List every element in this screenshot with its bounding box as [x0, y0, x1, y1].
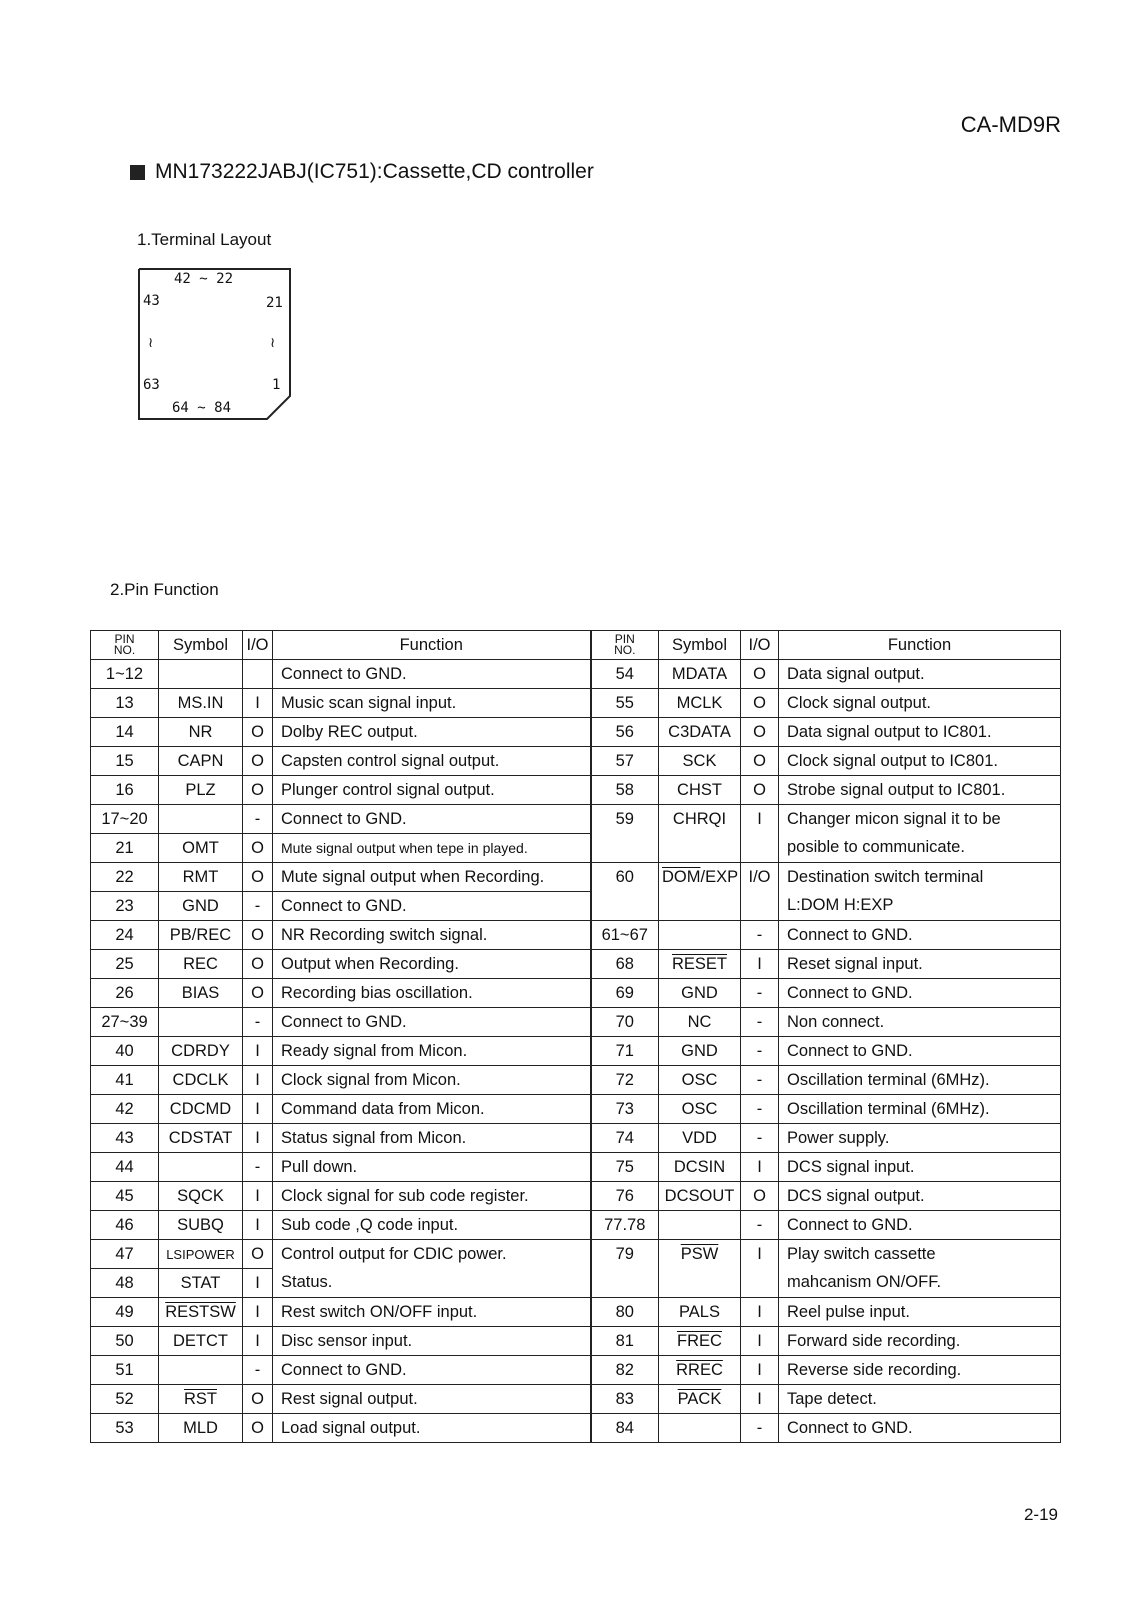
pin-number: 40 [91, 1037, 159, 1066]
pin-symbol: VDD [659, 1124, 741, 1153]
layout-label-right-top: 21 [266, 295, 283, 311]
pin-symbol [159, 805, 243, 834]
pin-io: - [741, 1095, 779, 1124]
table-row [91, 689, 1061, 718]
pin-symbol: $\overline{RST}$ [159, 1385, 243, 1414]
pin-number: 81 [591, 1327, 659, 1356]
table-row [91, 776, 1061, 805]
pin-number: 22 [91, 863, 159, 892]
pin-number: 80 [591, 1298, 659, 1327]
pin-io: O [741, 747, 779, 776]
bullet-square-icon [130, 165, 145, 180]
header-function-right: Function [779, 631, 1061, 660]
pin-number [591, 834, 659, 863]
pin-symbol [659, 1269, 741, 1298]
pin-function: Connect to GND. [273, 660, 591, 689]
section-terminal-layout: 1.Terminal Layout [137, 230, 272, 249]
pin-function: Plunger control signal output. [273, 776, 591, 805]
pin-io: I [243, 1269, 273, 1298]
pin-symbol: FREC [659, 1327, 741, 1356]
pin-function: DCS signal output. [779, 1182, 1061, 1211]
pin-symbol: SCK [659, 747, 741, 776]
pin-number: 13 [91, 689, 159, 718]
table-row [91, 1240, 1061, 1269]
header-io-right: I/O [741, 631, 779, 660]
pin-number: 57 [591, 747, 659, 776]
pin-io: O [741, 776, 779, 805]
pin-number: 15 [91, 747, 159, 776]
pin-io: I [243, 1124, 273, 1153]
pin-function: Connect to GND. [273, 892, 591, 921]
table-row [91, 1066, 1061, 1095]
pin-function: L:DOM H:EXP [779, 892, 1061, 921]
pin-function: Clock signal for sub code register. [273, 1182, 591, 1211]
pin-number: 1~12 [91, 660, 159, 689]
table-row [91, 921, 1061, 950]
pin-io: - [243, 1153, 273, 1182]
table-row [91, 1298, 1061, 1327]
table-header-row [91, 631, 1061, 660]
pin-number: 59 [591, 805, 659, 834]
pin-io: I [741, 1356, 779, 1385]
pin-number: 17~20 [91, 805, 159, 834]
pin-io: O [243, 950, 273, 979]
pin-io: I [741, 1298, 779, 1327]
pin-symbol: CDSTAT [159, 1124, 243, 1153]
pin-function: Command data from Micon. [273, 1095, 591, 1124]
table-row [91, 1385, 1061, 1414]
pin-function: Forward side recording. [779, 1327, 1061, 1356]
pin-number [591, 892, 659, 921]
pin-symbol: C3DATA [659, 718, 741, 747]
header-pin-top: PIN [114, 632, 135, 646]
pin-io: - [741, 1008, 779, 1037]
pin-function-table [90, 630, 1061, 1443]
pin-function: Power supply. [779, 1124, 1061, 1153]
pin-io: - [741, 1066, 779, 1095]
pin-number: 41 [91, 1066, 159, 1095]
pin-function: Status signal from Micon. [273, 1124, 591, 1153]
page-number: 2-19 [1023, 1505, 1058, 1524]
pin-function: Load signal output. [273, 1414, 591, 1443]
pin-function: Music scan signal input. [273, 689, 591, 718]
pin-symbol [659, 921, 741, 950]
pin-function: Control output for CDIC power. [273, 1240, 591, 1269]
pin-io: - [741, 1414, 779, 1443]
header-io: I/O [243, 631, 273, 660]
pin-symbol: STAT [159, 1269, 243, 1298]
pin-number: 84 [591, 1414, 659, 1443]
pin-io: I [243, 1095, 273, 1124]
table-row [91, 1269, 1061, 1298]
pin-function: Reverse side recording. [779, 1356, 1061, 1385]
header-pin-no [91, 631, 159, 660]
pin-symbol: CDRDY [159, 1037, 243, 1066]
pin-function: Oscillation terminal (6MHz). [779, 1066, 1061, 1095]
pin-symbol: MDATA [659, 660, 741, 689]
table-row [91, 1327, 1061, 1356]
pin-symbol: GND [159, 892, 243, 921]
pin-io: - [741, 1211, 779, 1240]
pin-function: Pull down. [273, 1153, 591, 1182]
pin-io: I [741, 1385, 779, 1414]
pin-io: I [243, 1182, 273, 1211]
pin-symbol: DCSOUT [659, 1182, 741, 1211]
pin-number: 24 [91, 921, 159, 950]
pin-io: O [741, 1182, 779, 1211]
pin-symbol: CHST [659, 776, 741, 805]
pin-function: Non connect. [779, 1008, 1061, 1037]
pin-function: NR Recording switch signal. [273, 921, 591, 950]
pin-io: I [741, 1327, 779, 1356]
pin-io [741, 1269, 779, 1298]
pin-io: O [243, 718, 273, 747]
pin-number: 25 [91, 950, 159, 979]
section-pin-function: 2.Pin Function [110, 580, 219, 599]
pin-number: 53 [91, 1414, 159, 1443]
pin-number: 54 [591, 660, 659, 689]
pin-number: 27~39 [91, 1008, 159, 1037]
ic-title-text: MN173222JABJ(IC751):Cassette,CD controller [155, 160, 594, 183]
pin-symbol [659, 834, 741, 863]
pin-function: DCS signal input. [779, 1153, 1061, 1182]
header-pin-bottom-right: NO. [614, 643, 636, 657]
pin-number: 72 [591, 1066, 659, 1095]
pin-io: - [741, 979, 779, 1008]
pin-io: I [243, 1037, 273, 1066]
pin-number: 70 [591, 1008, 659, 1037]
table-row [91, 718, 1061, 747]
pin-io: I [741, 1240, 779, 1269]
table-row [91, 1037, 1061, 1066]
pin-number: 75 [591, 1153, 659, 1182]
table-row [91, 1211, 1061, 1240]
pin-number: 60 [591, 863, 659, 892]
table-row [91, 805, 1061, 834]
pin-symbol: PACK [659, 1385, 741, 1414]
table-row [91, 892, 1061, 921]
pin-number: 58 [591, 776, 659, 805]
pin-number: 21 [91, 834, 159, 863]
layout-label-top: 42 ~ 22 [174, 271, 234, 287]
pin-number: 16 [91, 776, 159, 805]
pin-function: Connect to GND. [779, 1211, 1061, 1240]
pin-number: 73 [591, 1095, 659, 1124]
table-row [91, 1095, 1061, 1124]
pin-number: 44 [91, 1153, 159, 1182]
pin-io: - [243, 1356, 273, 1385]
table-row [91, 660, 1061, 689]
pin-number: 49 [91, 1298, 159, 1327]
pin-number: 79 [591, 1240, 659, 1269]
pin-io: O [243, 776, 273, 805]
pin-io: O [243, 979, 273, 1008]
pin-function: Mute signal output when tepe in played. [273, 834, 591, 863]
pin-function: Data signal output. [779, 660, 1061, 689]
layout-label-bottom: 64 ~ 84 [172, 400, 232, 416]
table-row [91, 1008, 1061, 1037]
header-pin-bottom: NO. [113, 643, 136, 657]
pin-symbol: CDCMD [159, 1095, 243, 1124]
pin-symbol: GND [659, 1037, 741, 1066]
pin-function: Connect to GND. [779, 921, 1061, 950]
pin-function: Connect to GND. [273, 1356, 591, 1385]
pin-function: Reel pulse input. [779, 1298, 1061, 1327]
pin-io: O [243, 863, 273, 892]
pin-io: O [741, 660, 779, 689]
layout-label-left-top: 43 [143, 293, 160, 309]
pin-function: Mute signal output when Recording. [273, 863, 591, 892]
layout-label-left-mid: ≀ [148, 335, 154, 351]
pin-io: O [243, 1385, 273, 1414]
pin-io: O [243, 921, 273, 950]
pin-function: Connect to GND. [779, 1414, 1061, 1443]
pin-symbol: CDCLK [159, 1066, 243, 1095]
pin-function: Ready signal from Micon. [273, 1037, 591, 1066]
pin-symbol: REC [159, 950, 243, 979]
pin-io: - [243, 1008, 273, 1037]
pin-io: - [741, 1037, 779, 1066]
pin-function: Changer micon signal it to be [779, 805, 1061, 834]
model-number: CA-MD9R [960, 112, 1061, 137]
pin-symbol: $\overline{DOM}$/EXP [659, 863, 741, 892]
pin-function: posible to communicate. [779, 834, 1061, 863]
pin-function: Connect to GND. [273, 1008, 591, 1037]
pin-io: I [243, 1211, 273, 1240]
header-function: Function [273, 631, 591, 660]
pin-function: Destination switch terminal [779, 863, 1061, 892]
pin-number: 52 [91, 1385, 159, 1414]
pin-symbol: PALS [659, 1298, 741, 1327]
pin-symbol: NR [159, 718, 243, 747]
table-row [91, 863, 1061, 892]
pin-function: Connect to GND. [779, 979, 1061, 1008]
table-row [91, 979, 1061, 1008]
pin-number: 50 [91, 1327, 159, 1356]
pin-number: 55 [591, 689, 659, 718]
pin-function: Strobe signal output to IC801. [779, 776, 1061, 805]
pin-function: Clock signal from Micon. [273, 1066, 591, 1095]
pin-function: Connect to GND. [779, 1037, 1061, 1066]
pin-symbol [659, 1211, 741, 1240]
pin-number: 56 [591, 718, 659, 747]
pin-symbol: GND [659, 979, 741, 1008]
table-row [91, 834, 1061, 863]
pin-io: - [243, 805, 273, 834]
pin-function: Tape detect. [779, 1385, 1061, 1414]
table-row [91, 1124, 1061, 1153]
pin-symbol: OMT [159, 834, 243, 863]
layout-label-right-bottom: 1 [272, 377, 281, 393]
pin-io: - [741, 921, 779, 950]
pin-function: Capsten control signal output. [273, 747, 591, 776]
pin-symbol: DCSIN [659, 1153, 741, 1182]
pin-io: O [741, 689, 779, 718]
pin-io: I [741, 1153, 779, 1182]
pin-symbol [159, 1356, 243, 1385]
pin-function: Connect to GND. [273, 805, 591, 834]
pin-io: O [243, 834, 273, 863]
pin-symbol: NC [659, 1008, 741, 1037]
pin-number: 26 [91, 979, 159, 1008]
layout-label-right-mid: ≀ [270, 335, 276, 351]
pin-symbol: RMT [159, 863, 243, 892]
pin-symbol: LSIPOWER [159, 1240, 243, 1269]
pin-symbol: $\overline{PSW}$ [659, 1240, 741, 1269]
pin-io: - [741, 1124, 779, 1153]
pin-io [741, 834, 779, 863]
pin-number: 69 [591, 979, 659, 1008]
pin-number: 76 [591, 1182, 659, 1211]
pin-number: 43 [91, 1124, 159, 1153]
pin-io: O [741, 718, 779, 747]
pin-function: Clock signal output to IC801. [779, 747, 1061, 776]
pin-function: Reset signal input. [779, 950, 1061, 979]
pin-io: - [243, 892, 273, 921]
pin-number: 51 [91, 1356, 159, 1385]
table-row [91, 747, 1061, 776]
pin-symbol [659, 1414, 741, 1443]
pin-function: Output when Recording. [273, 950, 591, 979]
pin-number: 45 [91, 1182, 159, 1211]
pin-table-body [91, 631, 1061, 1443]
layout-label-left-bottom: 63 [143, 377, 160, 393]
pin-function: Data signal output to IC801. [779, 718, 1061, 747]
pin-number: 48 [91, 1269, 159, 1298]
pin-number: 74 [591, 1124, 659, 1153]
header-symbol-right: Symbol [659, 631, 741, 660]
pin-symbol [159, 660, 243, 689]
pin-symbol: RREC [659, 1356, 741, 1385]
pin-symbol: MLD [159, 1414, 243, 1443]
pin-symbol: OSC [659, 1095, 741, 1124]
pin-symbol: RESTSW [159, 1298, 243, 1327]
pin-symbol [159, 1153, 243, 1182]
pin-number: 77.78 [591, 1211, 659, 1240]
pin-symbol: PLZ [159, 776, 243, 805]
pin-symbol: MS.IN [159, 689, 243, 718]
header-pin-top-right: PIN [614, 632, 635, 646]
pin-symbol: CHRQI [659, 805, 741, 834]
pin-number: 23 [91, 892, 159, 921]
table-row [91, 1414, 1061, 1443]
header-pin-no-right [591, 631, 659, 660]
pin-number: 14 [91, 718, 159, 747]
pin-number: 83 [591, 1385, 659, 1414]
pin-function: Clock signal output. [779, 689, 1061, 718]
pin-symbol: RESET [659, 950, 741, 979]
table-row [91, 950, 1061, 979]
pin-symbol: MCLK [659, 689, 741, 718]
pin-symbol [659, 892, 741, 921]
pin-symbol: SQCK [159, 1182, 243, 1211]
pin-io: I [741, 805, 779, 834]
pin-function: Play switch cassette [779, 1240, 1061, 1269]
pin-number: 46 [91, 1211, 159, 1240]
pin-io: O [243, 1414, 273, 1443]
pin-io: I [741, 950, 779, 979]
pin-io: O [243, 1240, 273, 1269]
pin-number [591, 1269, 659, 1298]
pin-number: 61~67 [591, 921, 659, 950]
pin-symbol: BIAS [159, 979, 243, 1008]
pin-symbol: PB/REC [159, 921, 243, 950]
pin-number: 47 [91, 1240, 159, 1269]
pin-symbol: CAPN [159, 747, 243, 776]
pin-function: Dolby REC output. [273, 718, 591, 747]
pin-function: Rest signal output. [273, 1385, 591, 1414]
pin-function: Recording bias oscillation. [273, 979, 591, 1008]
pin-function: Status. [273, 1269, 591, 1298]
pin-function: mahcanism ON/OFF. [779, 1269, 1061, 1298]
pin-symbol: OSC [659, 1066, 741, 1095]
pin-io: I [243, 1066, 273, 1095]
pin-number: 71 [591, 1037, 659, 1066]
pin-io: I/O [741, 863, 779, 892]
ic-title [130, 160, 594, 184]
terminal-layout-diagram [138, 268, 298, 428]
header-symbol: Symbol [159, 631, 243, 660]
pin-symbol: SUBQ [159, 1211, 243, 1240]
pin-number: 82 [591, 1356, 659, 1385]
pin-io [243, 660, 273, 689]
pin-symbol [159, 1008, 243, 1037]
pin-number: 68 [591, 950, 659, 979]
pin-io: I [243, 1327, 273, 1356]
pin-symbol: DETCT [159, 1327, 243, 1356]
table-row [91, 1356, 1061, 1385]
table-row [91, 1182, 1061, 1211]
pin-io [741, 892, 779, 921]
pin-function: Oscillation terminal (6MHz). [779, 1095, 1061, 1124]
pin-function: Sub code ,Q code input. [273, 1211, 591, 1240]
pin-number: 42 [91, 1095, 159, 1124]
pin-io: I [243, 689, 273, 718]
pin-io: I [243, 1298, 273, 1327]
table-row [91, 1153, 1061, 1182]
pin-io: O [243, 747, 273, 776]
pin-function: Rest switch ON/OFF input. [273, 1298, 591, 1327]
pin-function: Disc sensor input. [273, 1327, 591, 1356]
